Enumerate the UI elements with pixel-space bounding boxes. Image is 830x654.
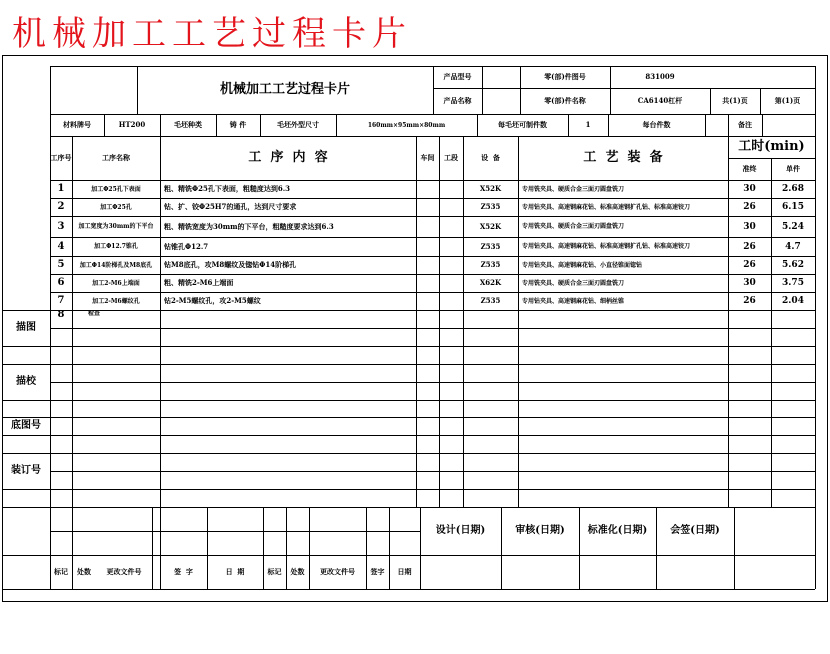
- op-tooling: 专用钻夹具、高速钢麻花钻、细柄丝锥: [522, 297, 625, 305]
- op-equipment: Z535: [480, 296, 501, 305]
- col-op-content: 工 序 内 容: [248, 150, 328, 165]
- col-section: 工段: [444, 153, 458, 162]
- op-name: 加工2-M6螺纹孔: [92, 297, 140, 305]
- page-number: 第(1)页: [774, 96, 801, 105]
- op-tooling: 专用钻夹具、高速钢麻花钻、标准高速钢扩孔钻、标准高速铰刀: [522, 243, 691, 250]
- op-name: 加工2-M6上端面: [92, 279, 140, 287]
- page-title: 机械加工工艺过程卡片: [12, 14, 412, 54]
- op-tooling: 专用铣夹具、硬质合金三面刃圆盘铣刀: [522, 185, 625, 193]
- part-drawing-no-value[interactable]: 831009: [645, 72, 675, 81]
- op-prep-time: 30: [743, 278, 756, 288]
- footer-change-doc-1: 更改文件号: [106, 567, 142, 576]
- col-time: 工时(min): [738, 139, 805, 154]
- op-equipment: [463, 310, 518, 328]
- remarks-label: 备注: [738, 120, 752, 129]
- op-unit-time: 5.24: [782, 221, 804, 232]
- card-title: 机械加工工艺过程卡片: [219, 82, 350, 97]
- footer-countersign: 会签(日期): [670, 525, 720, 536]
- op-prep-time: 30: [743, 184, 756, 194]
- col-equipment: 设 备: [481, 153, 500, 162]
- footer-count-2: 处数: [290, 567, 305, 576]
- pieces-per-unit-value[interactable]: [705, 114, 728, 136]
- footer-mark-2: 标记: [267, 567, 282, 576]
- op-unit-time: 5.62: [782, 260, 804, 270]
- side-label-base-drawing-no: 底图号: [11, 420, 41, 431]
- blank-type-value[interactable]: 铸 件: [229, 120, 247, 129]
- op-tooling: [518, 310, 732, 328]
- op-content: [160, 310, 420, 328]
- footer-review: 审核(日期): [515, 525, 565, 536]
- op-equipment: Z535: [480, 202, 501, 211]
- side-label-checking: 描校: [16, 376, 36, 387]
- op-equipment: X62K: [479, 278, 502, 287]
- op-number: 6: [57, 277, 65, 288]
- op-unit-time: 3.75: [782, 278, 804, 288]
- col-op-name: 工序名称: [102, 153, 130, 162]
- op-content: 粗、精铣宽度为30mm的下平台，粗糙度要求达到6.3: [164, 221, 334, 231]
- product-name-value[interactable]: [482, 88, 520, 114]
- op-name: 加工Φ14阶梯孔及M8底孔: [79, 261, 153, 269]
- op-tooling: 专用铣夹具、硬质合金三面刃圆盘铣刀: [522, 223, 625, 230]
- footer-standardize: 标准化(日期): [587, 525, 648, 536]
- op-equipment: Z535: [480, 241, 501, 251]
- op-unit-time: [771, 310, 815, 328]
- op-tooling: 专用钻夹具、高速钢麻花钻、小直径锥面锪钻: [522, 261, 643, 269]
- pieces-per-blank-label: 每毛坯可制件数: [498, 120, 547, 129]
- col-tooling: 工 艺 装 备: [583, 150, 663, 165]
- part-name-label: 零(部)件名称: [544, 96, 586, 105]
- pieces-per-blank-value[interactable]: 1: [585, 120, 591, 129]
- side-label-drawing: 描图: [16, 322, 36, 333]
- blank-size-label: 毛坯外型尺寸: [277, 120, 319, 129]
- op-content: 粗、精铣2-M6上端面: [164, 278, 234, 287]
- blank-type-label: 毛坯种类: [174, 120, 202, 129]
- op-number: 7: [57, 295, 65, 306]
- op-unit-time: 2.04: [782, 296, 804, 306]
- total-pages: 共(1)页: [722, 96, 748, 105]
- part-drawing-no-label: 零(部)件图号: [544, 72, 586, 81]
- product-model-label: 产品型号: [443, 72, 472, 81]
- material-grade-value[interactable]: HT200: [118, 120, 146, 129]
- op-number: 3: [57, 220, 65, 232]
- op-name: 检查: [88, 310, 101, 317]
- col-op-no: 工序号: [50, 153, 72, 162]
- footer-date-2: 日期: [397, 567, 412, 576]
- col-workshop: 车间: [420, 153, 435, 162]
- footer-sign-1: 签 字: [174, 567, 193, 576]
- op-number: 8: [57, 310, 65, 320]
- op-unit-time: 2.68: [782, 184, 804, 194]
- product-name-label: 产品名称: [443, 96, 472, 105]
- op-content: 钻、扩、铰Φ25H7的通孔，达到尺寸要求: [164, 202, 297, 211]
- op-number: 5: [57, 259, 65, 270]
- blank-size-value[interactable]: 160mm×95mm×80mm: [367, 121, 446, 129]
- col-prep-time: 准终: [742, 164, 757, 173]
- material-grade-label: 材料牌号: [63, 120, 91, 129]
- pieces-per-unit-label: 每台件数: [642, 120, 671, 129]
- op-name: 加工宽度为30mm的下平台: [78, 223, 154, 230]
- op-content: 粗、精铣Φ25孔下表面，粗糙度达到6.3: [164, 184, 291, 193]
- op-prep-time: [728, 310, 771, 328]
- op-prep-time: 26: [743, 260, 756, 270]
- op-prep-time: 26: [743, 202, 756, 212]
- op-content: 钻锥孔Φ12.7: [164, 241, 209, 251]
- footer-count-1: 处数: [77, 567, 91, 576]
- op-equipment: X52K: [479, 221, 502, 231]
- op-content: 钻2-M5螺纹孔，攻2-M5螺纹: [164, 296, 261, 305]
- remarks-value[interactable]: [762, 114, 815, 136]
- op-name: 加工Φ25孔下表面: [91, 185, 141, 193]
- col-unit-time: 单件: [786, 164, 800, 173]
- op-equipment: Z535: [480, 260, 501, 269]
- footer-change-doc-2: 更改文件号: [320, 567, 355, 576]
- part-name-value[interactable]: CA6140杠杆: [637, 96, 683, 105]
- op-prep-time: 30: [743, 221, 756, 232]
- op-number: 1: [57, 183, 65, 194]
- op-name: 加工Φ25孔: [100, 203, 132, 211]
- footer-mark-1: 标记: [54, 567, 68, 576]
- op-name: 加工Φ12.7锥孔: [94, 243, 138, 250]
- side-label-binding-no: 装订号: [11, 465, 41, 476]
- op-prep-time: 26: [743, 241, 756, 252]
- op-tooling: 专用钻夹具、高速钢麻花钻、标准高速钢扩孔钻、标准高速铰刀: [522, 203, 691, 211]
- op-number: 2: [57, 201, 65, 212]
- op-unit-time: 6.15: [782, 202, 804, 212]
- op-number: 4: [57, 240, 65, 252]
- op-equipment: X52K: [479, 184, 502, 193]
- op-unit-time: 4.7: [785, 241, 801, 252]
- product-model-value[interactable]: [482, 66, 520, 88]
- footer-sign-2: 签字: [370, 567, 385, 576]
- footer-date-1: 日 期: [225, 567, 245, 576]
- op-content: 钻M8底孔，攻M8螺纹及锪钻Φ14阶梯孔: [164, 260, 297, 269]
- op-prep-time: 26: [743, 296, 756, 306]
- footer-design: 设计(日期): [435, 525, 486, 536]
- op-tooling: 专用铣夹具、硬质合金三面刃圆盘铣刀: [522, 279, 625, 287]
